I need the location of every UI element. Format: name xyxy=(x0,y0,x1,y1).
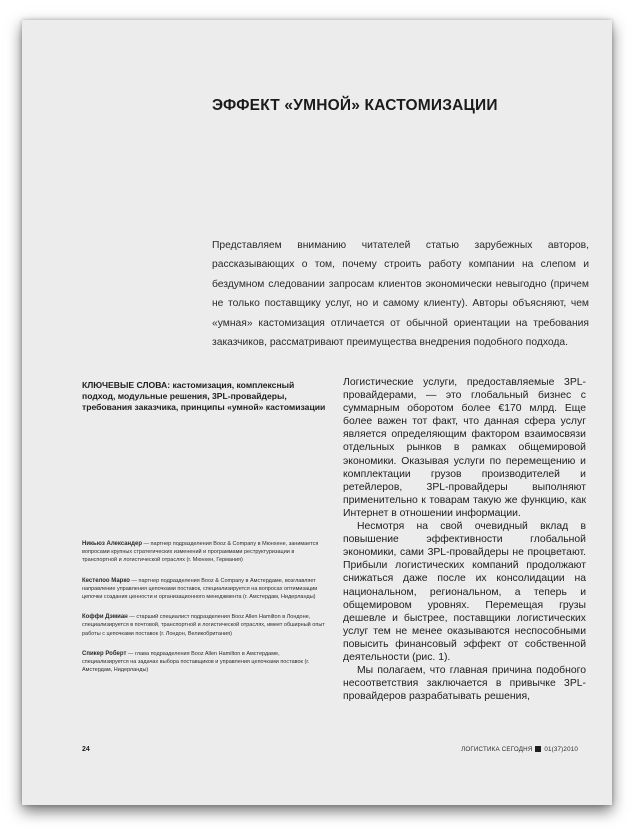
author-item xyxy=(82,613,327,638)
author-name: Спикер Роберт xyxy=(82,650,127,657)
journal-footer xyxy=(461,746,578,753)
article-body xyxy=(343,376,586,703)
journal-name: ЛОГИСТИКА СЕГОДНЯ xyxy=(461,746,533,753)
author-info: — глава подразделения Booz Allen Hamilton в Амстердаме, специализируется на задачах выбора поставщиков и управления цепочками поставок (г. Амстердам, Нидерланды) xyxy=(82,650,310,674)
body-paragraph: Мы полагаем, что главная причина подобного несоответствия заключается в привычке 3PL-провайдеров разрабатывать решения, xyxy=(343,665,586,703)
author-item xyxy=(82,650,327,675)
author-info: — партнер подразделения Booz & Company в Амстердаме, возглавляет направление управления цепочками поставок, специализируется на вопросах оптимизации цепочки создания ценности и организационного менеджмента (г. Амстердам, Нидерланды) xyxy=(82,577,318,601)
body-paragraph: Несмотря на свой очевидный вклад в повышение эффективности глобальной экономики, сами 3PL-провайдеры не процветают. Прибыли логистических компаний продолжают снижаться даже после их консолидации на национальном, региональном, а теперь и общемировом уровнях. Перемещая грузы дешевле и быстрее, поставщики логистических услуг тем не менее оказываются неспособными повысить финансовый эффект от собственной деятельности (рис. 1). xyxy=(343,521,586,663)
authors-list xyxy=(82,540,327,686)
issue-number: 01(37)2010 xyxy=(544,746,578,753)
page-number: 24 xyxy=(82,746,90,753)
keywords: КЛЮЧЕВЫЕ СЛОВА: кастомизация, комплексный подход, модульные решения, 3PL-провайдеры, требования заказчика, принципы «умной» кастомизации xyxy=(82,380,326,413)
article-title: ЭФФЕКТ «УМНОЙ» КАСТОМИЗАЦИИ xyxy=(212,97,498,114)
author-name: Кестелоо Марко xyxy=(82,577,130,584)
body-paragraph: Логистические услуги, предоставляемые 3PL-провайдерами, — это глобальный бизнес с суммарным оборотом более €170 млрд. Еще более важен тот факт, что данная сфера услуг является определяющим фактором взаимосвязи отдельных рынков в рамках общемировой экономики. Оказывая услуги по перемещению и комплектации грузов производителей и ретейлеров, 3PL-провайдеры выполняют применительно к товарам такую же функцию, как Интернет в отношении информации. xyxy=(343,377,586,519)
author-info: — партнер подразделения Booz & Company в Мюнхене, занимается вопросами крупных стратегических изменений и программами реструктуризации в транспортной и логистической отраслях (г. Мюнхен, Германия) xyxy=(82,541,319,564)
magazine-page xyxy=(22,20,612,805)
author-name: Никьюз Александер xyxy=(82,541,142,547)
author-item xyxy=(82,540,327,565)
square-bullet-icon xyxy=(535,746,541,752)
author-name: Коффи Дэмиан xyxy=(82,614,128,621)
article-lead: Представляем вниманию читателей статью зарубежных авторов, рассказывающих о том, почему строить работу компании на слепом и бездумном следовании запросам клиентов экономически невыгодно (причем не только поставщику услуг, но и самому клиенту). Авторы объясняют, чем «умная» кастомизация отличается от обычной ориентации на требования заказчиков, рассматривают преимущества внедрения подобного подхода. xyxy=(212,240,589,349)
author-item xyxy=(82,577,327,602)
author-info: — старший специалист подразделения Booz Allen Hamilton в Лондоне, специализируется в почтовой, транспортной и логистической отраслях, имеет обширный опыт работы с цепочками поставок (г. Лондон, Великобритания) xyxy=(82,614,325,637)
